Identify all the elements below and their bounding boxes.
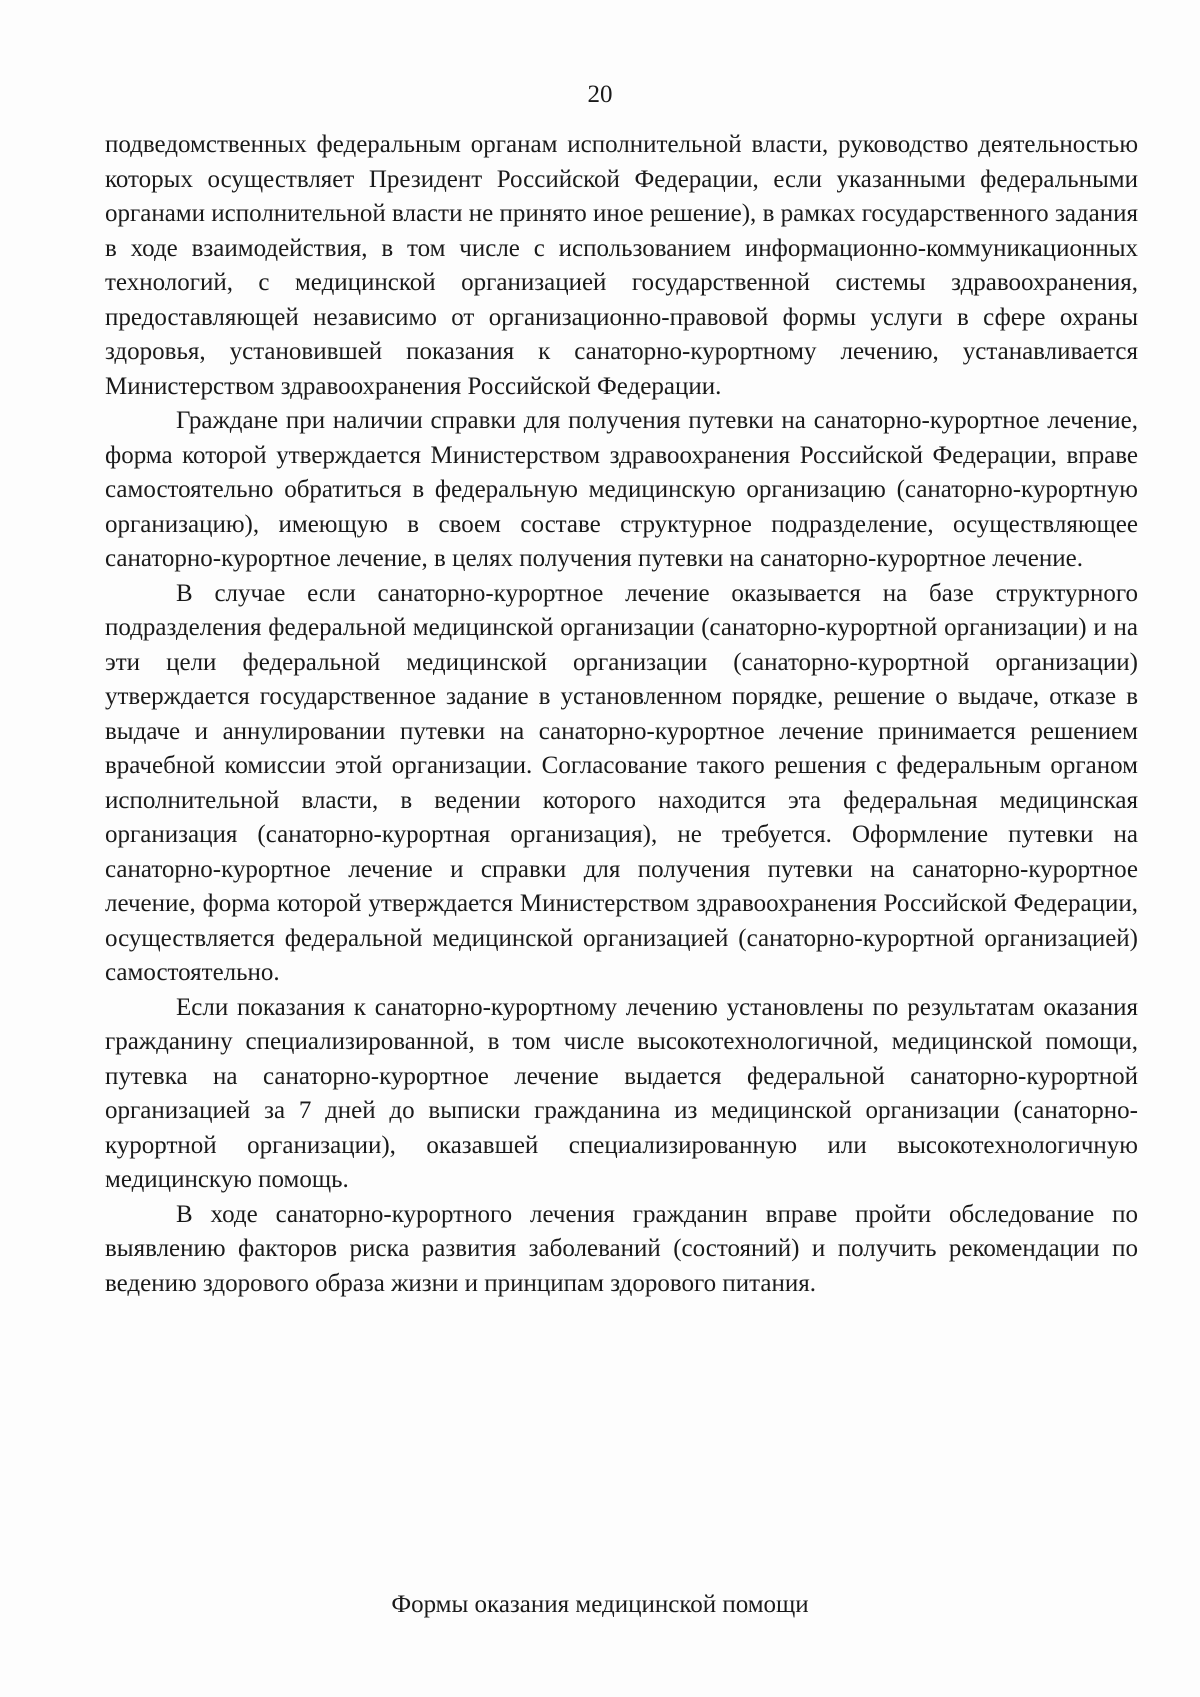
paragraph-citizens-certificate: Граждане при наличии справки для получения путевки на санаторно-курортное лечение, форма которой утверждается Министерством здравоохранения Российской Федерации, вправе самостоятельно обратиться в федеральную медицинскую организацию (санаторно-курортную организацию), имеющую в своем составе структурное подразделение, осуществляющее санаторно-курортное лечение, в целях получения путевки на санаторно-курортное лечение.	[105, 407, 1138, 572]
document-body	[105, 128, 1138, 1301]
paragraph-examination: В ходе санаторно-курортного лечения гражданин вправе пройти обследование по выявлению факторов риска развития заболеваний (состояний) и получить рекомендации по ведению здорового образа жизни и принципам здорового питания.	[105, 1200, 1138, 1297]
section-heading: Формы оказания медицинской помощи	[391, 1591, 809, 1618]
paragraph-specialized-care: Если показания к санаторно-курортному лечению установлены по результатам оказания гражданину специализированной, в том числе высокотехнологичной, медицинской помощи, путевка на санаторно-курортное лечение выдается федеральной санаторно-курортной организацией за 7 дней до выписки гражданина из медицинской организации (санаторно-курортной организации), оказавшей специализированную или высокотехнологичную медицинскую помощь.	[105, 993, 1138, 1193]
paragraph-continuation: подведомственных федеральным органам исполнительной власти, руководство деятельностью которых осуществляет Президент Российской Федерации, если указанными федеральными органами исполнительной власти не принято иное решение), в рамках государственного задания в ходе взаимодействия, в том числе с использованием информационно-коммуникационных технологий, с медицинской организацией государственной системы здравоохранения, предоставляющей независимо от организационно-правовой формы услуги в сфере охраны здоровья, установившей показания к санаторно-курортному лечению, устанавливается Министерством здравоохранения Российской Федерации.	[105, 131, 1138, 400]
page-number: 20	[587, 81, 613, 108]
paragraph-structural-unit: В случае если санаторно-курортное лечение оказывается на базе структурного подразделения федеральной медицинской организации (санаторно-курортной организации) и на эти цели федеральной медицинской организации (санаторно-курортной организации) утверждается государственное задание в установленном порядке, решение о выдаче, отказе в выдаче и аннулировании путевки на санаторно-курортное лечение принимается решением врачебной комиссии этой организации. Согласование такого решения с федеральным органом исполнительной власти, в ведении которого находится эта федеральная медицинская организация (санаторно-курортная организация), не требуется. Оформление путевки на санаторно-курортное лечение и справки для получения путевки на санаторно-курортное лечение, форма которой утверждается Министерством здравоохранения Российской Федерации, осуществляется федеральной медицинской организацией (санаторно-курортной организацией) самостоятельно.	[105, 579, 1138, 986]
